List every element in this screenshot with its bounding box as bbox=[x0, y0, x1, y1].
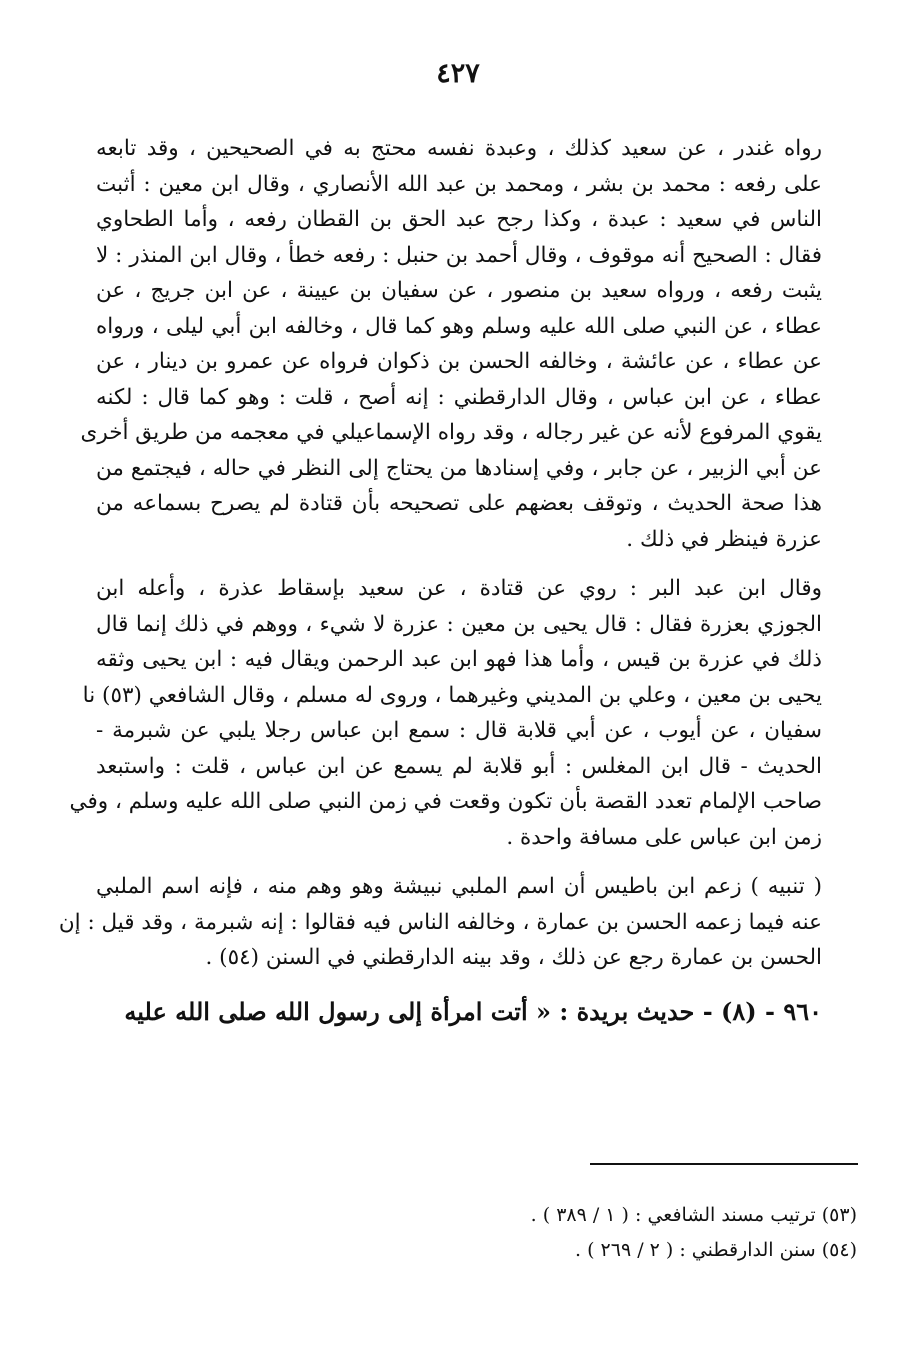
text-line: عطاء ، عن ابن عباس ، وقال الدارقطني : إنه أصح ، قلت : وهو كما قال : لكنه bbox=[96, 384, 823, 410]
text-line: فقال : الصحيح أنه موقوف ، وقال أحمد بن حنبل : رفعه خطأ ، وقال ابن المنذر : لا bbox=[96, 242, 822, 268]
paragraph-2 bbox=[69, 571, 823, 855]
hadith-heading: ٩٦٠ - (٨) - حديث بريدة : « أتت امرأة إلى رسول الله صلى الله عليه bbox=[124, 996, 822, 1026]
text-line: ذلك في عزرة بن قيس ، وأما هذا فهو ابن عبد الرحمن ويقال فيه : ابن يحيى وثقه bbox=[96, 647, 822, 672]
text-line: سفيان ، عن أيوب ، عن أبي قلابة قال : سمع ابن عباس رجلا يلبي عن شبرمة - bbox=[96, 718, 822, 743]
text-line: عطاء ، عن النبي صلى الله عليه وسلم وهو كما قال ، وخالفه ابن أبي ليلى ، ورواه bbox=[96, 313, 822, 339]
paragraph-gap bbox=[96, 976, 822, 990]
text-line: عن عطاء ، عن عائشة ، وخالفه الحسن بن ذكوان فرواه عن عمرو بن دينار ، عن bbox=[96, 349, 822, 374]
paragraph-3 bbox=[58, 869, 822, 976]
footnote-separator bbox=[590, 1163, 858, 1165]
footnote-53: (٥٣) ترتيب مسند الشافعي : ( ١ / ٣٨٩ ) . bbox=[530, 1204, 857, 1226]
text-line: يحيى بن معين ، وعلي بن المديني وغيرهما ، وروى له مسلم ، وقال الشافعي (٥٣) نا bbox=[82, 682, 822, 708]
text-line: يقوي المرفوع لأنه عن غير رجاله ، وقد رواه الإسماعيلي في معجمه من طريق أخرى bbox=[80, 420, 822, 445]
text-line: زمن ابن عباس على مسافة واحدة . bbox=[506, 824, 822, 850]
text-line: الحسن بن عمارة رجع عن ذلك ، وقد بينه الدارقطني في السنن (٥٤) . bbox=[205, 945, 822, 970]
text-line: عنه فيما زعمه الحسن بن عمارة ، وخالفه الناس فيه فقالوا : إنه شبرمة ، وقد قيل : إن bbox=[58, 909, 822, 935]
text-line: صاحب الإلمام تعدد القصة بأن تكون وقعت في زمن النبي صلى الله عليه وسلم ، وفي bbox=[69, 789, 822, 814]
text-line: الجوزي بعزرة فقال : قال يحيى بن معين : عزرة لا شيء ، ووهم في ذلك إنما قال bbox=[96, 611, 823, 637]
text-line: هذا صحة الحديث ، وتوقف بعضهم على تصحيحه بأن قتادة لم يصرح بسماعه من bbox=[96, 491, 822, 516]
paragraph-1 bbox=[80, 131, 823, 557]
text-line: الحديث - قال ابن المغلس : أبو قلابة لم يسمع عن ابن عباس ، قلت : واستبعد bbox=[96, 753, 822, 779]
page-number: ٤٢٧ bbox=[436, 58, 480, 89]
text-line: وقال ابن عبد البر : روي عن قتادة ، عن سعيد بإسقاط عذرة ، وأعله ابن bbox=[96, 576, 822, 601]
text-line: رواه غندر ، عن سعيد كذلك ، وعبدة نفسه محتج به في الصحيحين ، وقد تابعه bbox=[96, 136, 822, 161]
footnotes bbox=[330, 1198, 857, 1268]
main-text bbox=[58, 131, 823, 1034]
text-line: عزرة فينظر في ذلك . bbox=[626, 526, 822, 552]
text-line: الناس في سعيد : عبدة ، وكذا رجح عبد الحق بن القطان رفعه ، وأما الطحاوي bbox=[96, 207, 822, 232]
paragraph-gap bbox=[96, 855, 822, 869]
text-line: عن أبي الزبير ، عن جابر ، وفي إسنادها من يحتاج إلى النظر في حاله ، فيجتمع من bbox=[96, 455, 822, 481]
text-line: ( تنبيه ) زعم ابن باطيس أن اسم الملبي نبيشة وهو وهم منه ، فإنه اسم الملبي bbox=[96, 874, 822, 899]
footnote-54: (٥٤) سنن الدارقطني : ( ٢ / ٢٦٩ ) . bbox=[575, 1239, 857, 1261]
text-line: يثبت رفعه ، ورواه سعيد بن منصور ، عن سفيان بن عيينة ، عن ابن جريج ، عن bbox=[96, 278, 822, 303]
text-line: على رفعه : محمد بن بشر ، ومحمد بن عبد الله الأنصاري ، وقال ابن معين : أثبت bbox=[96, 171, 822, 197]
paragraph-gap bbox=[96, 557, 822, 571]
